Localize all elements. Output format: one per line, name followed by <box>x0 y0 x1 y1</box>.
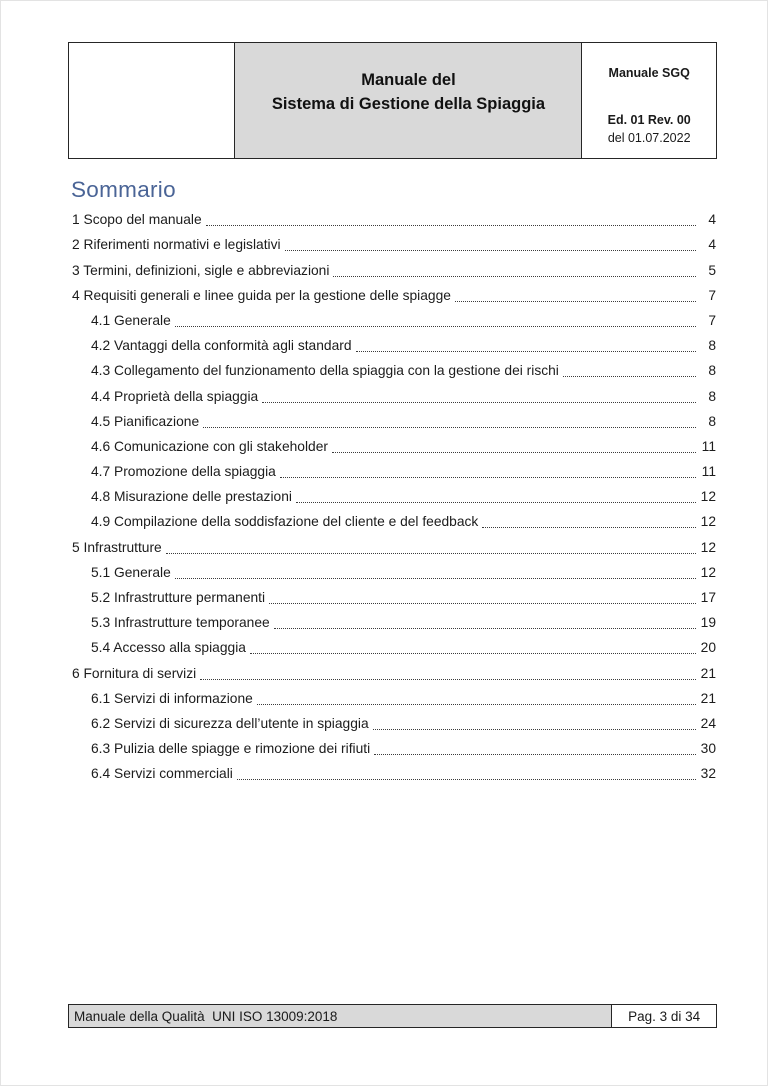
toc-page-number: 8 <box>708 413 716 429</box>
footer-document-name: Manuale della Qualità UNI ISO 13009:2018 <box>69 1005 612 1027</box>
toc-entry-label: 5.3 Infrastrutture temporanee <box>91 615 270 631</box>
toc-dot-leader <box>200 679 696 680</box>
toc-dot-leader <box>356 351 696 352</box>
footer-page-number: Pag. 3 di 34 <box>612 1005 716 1027</box>
toc-dot-leader <box>563 376 696 377</box>
toc-entry-label: 6.1 Servizi di informazione <box>91 690 253 706</box>
document-title-line1: Manuale del <box>361 70 456 89</box>
toc-dot-leader <box>482 527 696 528</box>
toc-entry-label: 5.1 Generale <box>91 564 171 580</box>
toc-dot-leader <box>374 754 696 755</box>
toc-entry <box>72 433 716 458</box>
toc-list <box>72 206 716 785</box>
toc-entry <box>72 483 716 508</box>
toc-entry-label: 1 Scopo del manuale <box>72 212 202 228</box>
toc-entry-label: 4.5 Pianificazione <box>91 413 200 429</box>
toc-entry <box>72 659 716 684</box>
toc-entry-label: 4.4 Proprietà della spiaggia <box>91 388 259 404</box>
toc-entry-label: 4 Requisiti generali e linee guida per la gestione delle spiagge <box>72 287 451 303</box>
toc-entry <box>72 559 716 584</box>
toc-entry <box>72 357 716 382</box>
toc-entry-label: 4.7 Promozione della spiaggia <box>91 464 276 480</box>
toc-entry-label: 5 Infrastrutture <box>72 539 162 555</box>
toc-entry-label: 6.2 Servizi di sicurezza dell’utente in spiaggia <box>91 715 369 731</box>
toc-entry <box>72 760 716 785</box>
toc-page-number: 17 <box>700 590 716 605</box>
toc-entry-label: 5.4 Accesso alla spiaggia <box>91 640 246 656</box>
toc-page-number: 8 <box>708 338 716 354</box>
toc-page-number: 21 <box>700 665 716 681</box>
toc-dot-leader <box>237 779 696 780</box>
toc-dot-leader <box>333 276 696 277</box>
toc-entry <box>72 609 716 634</box>
toc-entry-label: 3 Termini, definizioni, sigle e abbreviazioni <box>72 262 330 278</box>
toc-page-number: 12 <box>700 539 716 555</box>
toc-entry-label: 2 Riferimenti normativi e legislativi <box>72 237 281 253</box>
toc-dot-leader <box>332 452 696 453</box>
toc-page-number: 21 <box>700 690 716 706</box>
toc-page-number: 4 <box>708 212 716 228</box>
header-table <box>68 42 717 159</box>
toc-dot-leader <box>280 477 696 478</box>
toc-page-number: 8 <box>708 363 716 379</box>
toc-entry <box>72 282 716 307</box>
toc-dot-leader <box>455 301 696 302</box>
toc-dot-leader <box>285 250 696 251</box>
document-code: Manuale SGQ <box>608 66 690 80</box>
toc-page-number: 7 <box>708 287 716 303</box>
document-title-line2: Sistema di Gestione della Spiaggia <box>271 94 546 113</box>
toc-page-number: 20 <box>700 640 716 656</box>
toc-entry <box>72 710 716 735</box>
toc-entry <box>72 584 716 609</box>
toc-entry <box>72 685 716 710</box>
toc-entry-label: 4.9 Compilazione della soddisfazione del cliente e del feedback <box>91 514 479 530</box>
toc-entry-label: 4.1 Generale <box>91 312 171 328</box>
header-meta-cell <box>582 43 716 158</box>
toc-entry-label: 4.3 Collegamento del funzionamento della spiaggia con la gestione dei rischi <box>91 363 559 379</box>
toc-entry <box>72 508 716 533</box>
toc-dot-leader <box>296 502 696 503</box>
toc-entry <box>72 735 716 760</box>
toc-entry-label: 6.3 Pulizia delle spiagge e rimozione dei rifiuti <box>91 741 371 757</box>
toc-entry-label: 6 Fornitura di servizi <box>72 665 197 681</box>
toc-dot-leader <box>166 553 696 554</box>
toc-entry <box>72 231 716 256</box>
toc-dot-leader <box>175 326 696 327</box>
toc-page-number: 8 <box>708 388 716 404</box>
header-title-cell <box>235 43 582 158</box>
toc-page-number: 12 <box>700 514 716 530</box>
toc-dot-leader <box>206 225 696 226</box>
toc-dot-leader <box>373 729 696 730</box>
toc-entry <box>72 634 716 659</box>
toc-entry <box>72 408 716 433</box>
footer-table <box>68 1004 717 1028</box>
toc-page-number: 32 <box>700 766 716 782</box>
document-edition-date: del 01.07.2022 <box>607 131 691 145</box>
toc-entry-label: 4.8 Misurazione delle prestazioni <box>91 489 292 505</box>
toc-page-number: 30 <box>700 741 716 757</box>
toc-page-number: 12 <box>700 489 716 505</box>
toc-dot-leader <box>250 653 696 654</box>
toc-entry-label: 6.4 Servizi commerciali <box>91 766 233 782</box>
toc-page-number: 24 <box>700 715 716 731</box>
toc-entry <box>72 206 716 231</box>
toc-entry <box>72 332 716 357</box>
toc-entry <box>72 382 716 407</box>
toc-entry-label: 4.6 Comunicazione con gli stakeholder <box>91 438 328 454</box>
toc-page-number: 11 <box>701 438 716 454</box>
toc-dot-leader <box>203 427 696 428</box>
toc-dot-leader <box>269 603 696 604</box>
toc-entry <box>72 307 716 332</box>
toc-entry <box>72 533 716 558</box>
toc-dot-leader <box>262 402 696 403</box>
toc-dot-leader <box>274 628 696 629</box>
toc-page-number: 4 <box>708 237 716 253</box>
toc-page-number: 5 <box>708 262 716 278</box>
document-edition: Ed. 01 Rev. 00 <box>607 113 691 127</box>
toc-page-number: 19 <box>700 615 716 631</box>
header-logo-cell <box>69 43 235 158</box>
toc-page-number: 11 <box>701 464 716 480</box>
toc-entry <box>72 256 716 281</box>
toc-dot-leader <box>257 704 696 705</box>
toc-page-number: 7 <box>708 312 716 328</box>
toc-entry-label: 5.2 Infrastrutture permanenti <box>91 590 266 605</box>
toc-entry <box>72 458 716 483</box>
toc-heading: Sommario <box>71 177 176 202</box>
toc-dot-leader <box>175 578 696 579</box>
toc-page-number: 12 <box>700 564 716 580</box>
toc-entry-label: 4.2 Vantaggi della conformità agli standard <box>91 338 352 354</box>
